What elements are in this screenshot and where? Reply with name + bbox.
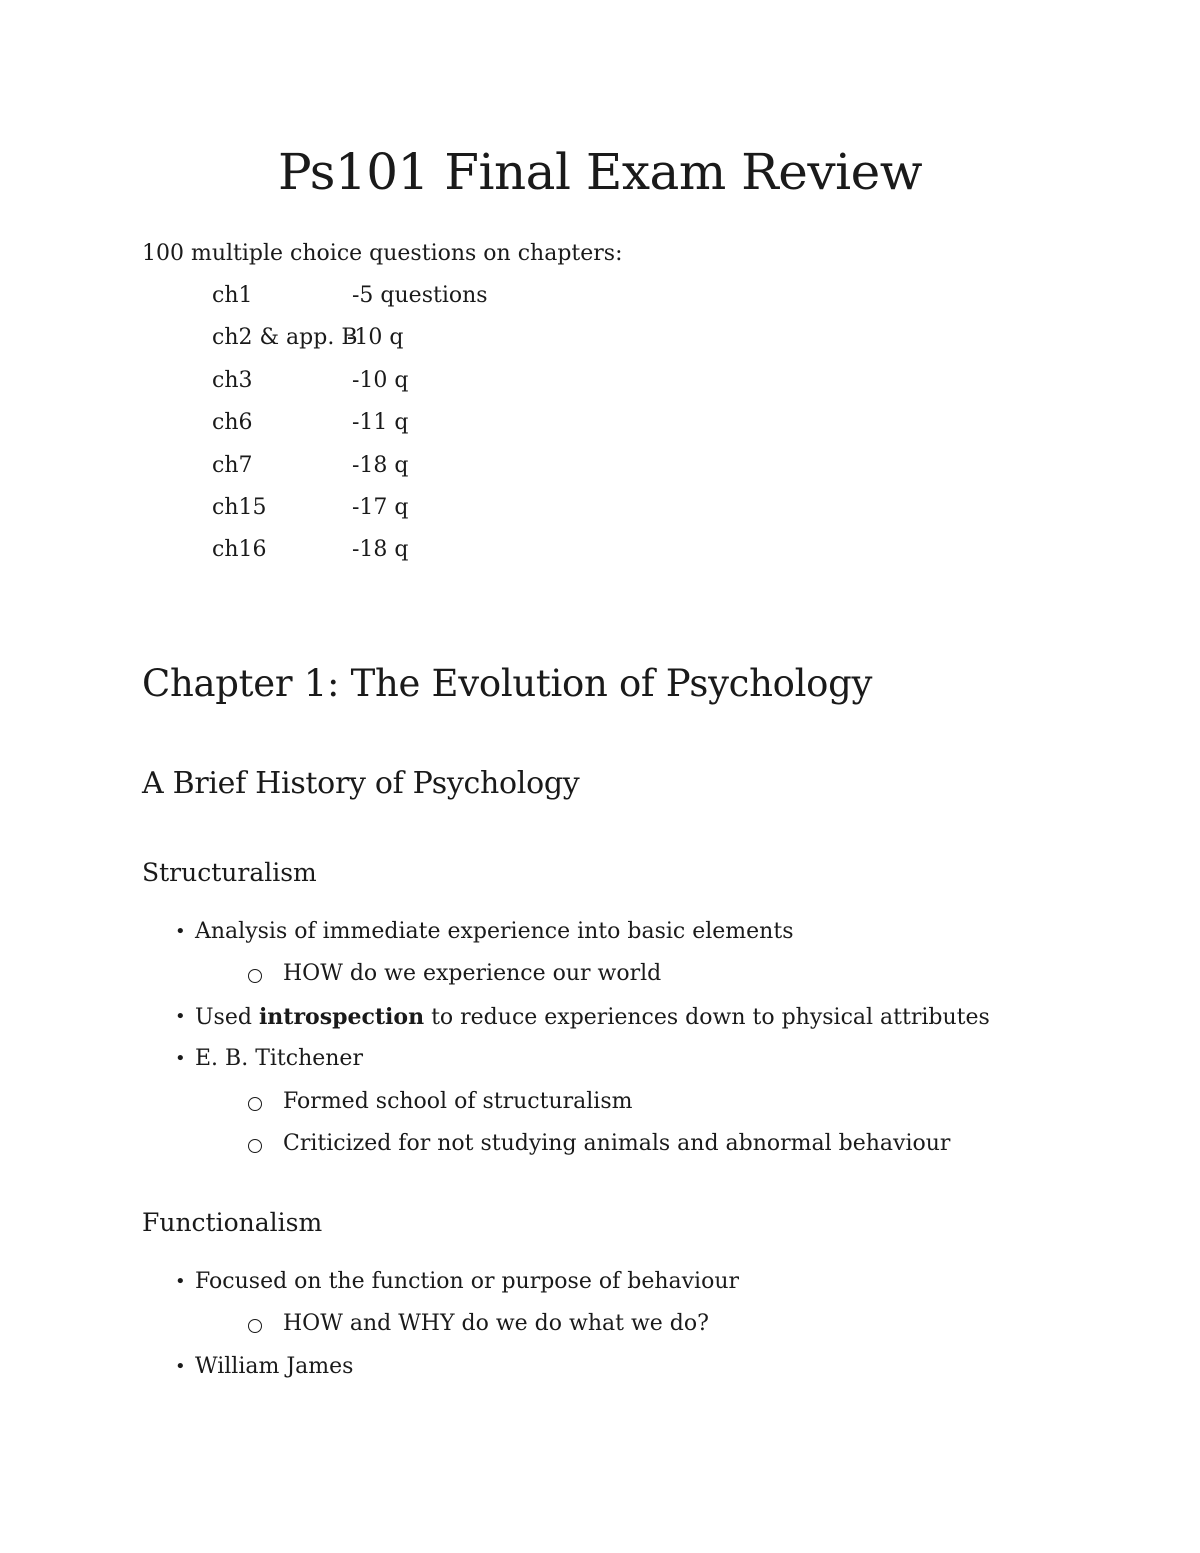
list-item-text: Formed school of structuralism	[283, 1088, 633, 1114]
list-item-text: Criticized for not studying animals and abnormal behaviour	[283, 1130, 951, 1156]
structuralism-heading: Structuralism	[142, 858, 317, 887]
list-item	[0, 1351, 1200, 1393]
question-count: -17 q	[352, 494, 409, 520]
list-item-text: HOW and WHY do we do what we do?	[283, 1311, 709, 1337]
bullet-icon: •	[175, 1048, 186, 1070]
chapter-label: ch16	[212, 537, 267, 563]
question-row	[212, 450, 612, 492]
chapter-label: ch1	[212, 283, 253, 308]
list-item-text: E. B. Titchener	[195, 1046, 363, 1072]
list-item	[0, 1086, 1200, 1128]
list-item	[0, 1128, 1200, 1170]
text-suffix: to reduce experiences down to physical attributes	[424, 1004, 990, 1030]
bold-term: introspection	[258, 1003, 425, 1030]
question-row	[212, 407, 612, 449]
chapter-label: ch3	[212, 367, 253, 393]
bullet-icon: •	[175, 921, 186, 942]
list-item	[0, 1001, 1200, 1043]
list-item-text	[195, 1001, 990, 1034]
question-row	[212, 322, 612, 364]
list-item-text: William James	[195, 1353, 354, 1379]
chapter-label: ch7	[212, 452, 253, 478]
hollow-circle-bullet-icon	[248, 1319, 262, 1333]
text-prefix: Used	[195, 1004, 259, 1030]
question-row	[212, 534, 612, 576]
hollow-circle-bullet-icon	[248, 1097, 262, 1111]
question-row	[212, 280, 612, 322]
functionalism-heading: Functionalism	[142, 1208, 323, 1237]
functionalism-list	[0, 1266, 1200, 1393]
document-title: Ps101 Final Exam Review	[277, 143, 923, 201]
question-count: -18 q	[352, 537, 409, 563]
bullet-icon: •	[175, 1271, 186, 1292]
section-heading: A Brief History of Psychology	[142, 766, 580, 801]
list-item-text: Analysis of immediate experience into basic elements	[195, 919, 794, 944]
bullet-icon: •	[175, 1005, 186, 1027]
list-item	[0, 1043, 1200, 1085]
hollow-circle-bullet-icon	[248, 1139, 262, 1153]
question-count: -5 questions	[352, 283, 488, 308]
question-count: -10 q	[352, 367, 409, 393]
chapter-heading: Chapter 1: The Evolution of Psychology	[142, 662, 873, 705]
list-item	[0, 916, 1200, 958]
chapter-label: ch2 & app. B	[212, 325, 358, 351]
question-count: -10 q	[347, 325, 404, 351]
chapter-label: ch6	[212, 410, 253, 436]
list-item	[0, 1266, 1200, 1308]
bullet-icon: •	[175, 1355, 186, 1377]
question-count: -18 q	[352, 452, 409, 478]
structuralism-list	[0, 916, 1200, 1170]
question-row	[212, 492, 612, 534]
chapter-label: ch15	[212, 494, 267, 520]
list-item	[0, 1308, 1200, 1350]
question-breakdown-list	[212, 280, 612, 577]
question-row	[212, 365, 612, 407]
list-item	[0, 958, 1200, 1000]
question-count: -11 q	[352, 410, 409, 436]
list-item-text: HOW do we experience our world	[283, 961, 662, 987]
list-item-text: Focused on the function or purpose of behaviour	[195, 1269, 740, 1294]
intro-text: 100 multiple choice questions on chapters:	[142, 241, 623, 266]
hollow-circle-bullet-icon	[248, 969, 262, 983]
